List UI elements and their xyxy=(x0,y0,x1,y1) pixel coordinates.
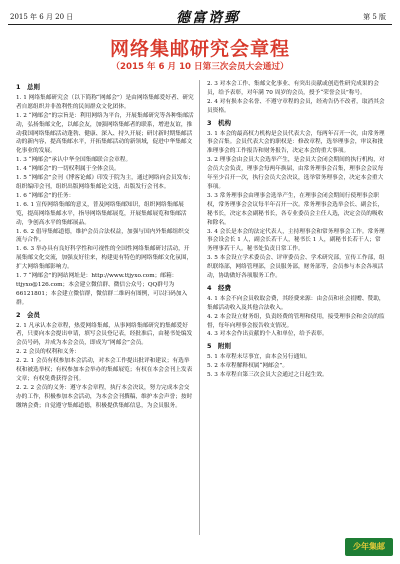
column-divider xyxy=(199,80,200,535)
paragraph: 1. 6. 2 倡导集邮道德，维护会员合法权益，加强与国内外集邮组织交流与合作。 xyxy=(16,228,190,244)
paragraph: 1. 2 “网邮会”的宗旨是：利用网络为平台，开展集邮研究等各种集邮活动，弘扬集邮文化，以邮会友，加强网络集邮者的联系，增进友谊，推动我国网络集邮活动蓬勃、健康、深入、持久开展；研讨新时期集邮活动的新内容，提高集邮水平，开拓集邮活动的新领域，促进中华集邮文化事业的发展。 xyxy=(16,112,194,155)
paragraph: 3. 2 理事会由会员大会选举产生，是会员大会闭会期间的执行机构，对会员大会负责，理事会每两年换届，由常务理事会召集，理事会会议每年至少召开一次，执行会员大会决议，选举常务理事会，决定本会重大事项。 xyxy=(207,157,385,190)
newspaper-masthead: 德富谘郵 xyxy=(176,10,240,26)
paragraph: 1. 1 网络集邮研究会（以下简称“网邮会”）是由网络集邮爱好者、研究者自愿组织并非盈利性的民间群众文化团体。 xyxy=(16,94,194,110)
section-heading: 4 经费 xyxy=(207,283,232,292)
header-rule xyxy=(8,24,392,25)
section-heading: 3 机构 xyxy=(207,118,232,127)
paragraph: 5. 2 本章程解释权属“网邮会”。 xyxy=(207,363,289,370)
article-title: 网络集邮研究会章程 xyxy=(109,38,290,60)
paragraph: 3. 4 会长是本会的法定代表人，主持理事会和常务理事会工作。常务理事会设会长 1 人，副会长若干人，秘书长 1 人，副秘书长若干人；常务理事若干人。秘书处负责日常工作。 xyxy=(207,228,385,253)
left-column xyxy=(16,80,194,411)
paragraph: 3. 5 本会设立学术委员会、评审委员会、学术研究部，宣传工作部，组织联络部，网络管理部，会员服务部，财务部等，会员参与本会各项活动，协助做好各项服务工作。 xyxy=(207,255,385,280)
paragraph: 5. 1 本章程未尽事宜，由本会另行通知。 xyxy=(207,354,311,361)
paragraph: 2. 4 对有损本会名誉、不遵守章程的会员，经劝告仍不改者，取消其会员资格。 xyxy=(207,98,385,114)
paragraph: 4. 3 对本会作出贡献的个人和单位，给予表彰。 xyxy=(207,331,328,338)
paragraph: 5. 3 本章程自第三次会员大会通过之日起生效。 xyxy=(207,372,328,379)
paragraph: 1. 3 “网邮会”承认中华全国集邮联合会章程。 xyxy=(16,157,132,164)
paragraph: 1. 6. 3 举办具有良好科学性和可视性的全国性网络集邮研讨活动，开展集邮文化交流，加强友好往来，构建更有特色的网络集邮文化氛围，扩大网络集邮影响力。 xyxy=(16,246,193,271)
publication-logo: 少年集邮 xyxy=(345,538,393,556)
page-number: 第 5 版 xyxy=(363,13,386,21)
page-header xyxy=(0,0,400,30)
section-heading: 5 附则 xyxy=(207,342,232,351)
paragraph: 2. 2. 1 会员有权参加本会活动，对本会工作提出批评和建议；有选举权和被选举权；有权参加本会举办的集邮展览；有权在本会会刊上发表文章；有权免费获得会刊。 xyxy=(16,358,193,382)
paragraph: 3. 3 常务理事会由理事会选举产生，在理事会闭会期间行使理事会职权，常务理事会会议每半年召开一次。常务理事会选举会长、副会长，秘书长，决定本会副秘书长，各专业委员会主任人选，决定会员的吸收和除名。 xyxy=(207,192,384,226)
paragraph: 1. 7 “网邮会”的网站网址是：http://www.ttjyxo.com；邮箱：ttjyxo@126.com；本会建立微信群、微信公众号；QQ群号为 66121801；本会建立微信群，微信群二维码有图例，可以扫码加入群。 xyxy=(16,273,188,306)
paragraph: 2. 2. 2 会员的义务：遵守本会章程，执行本会决议，努力完成本会交办的工作，积极参加本会活动，为本会会刊撰稿，维护本会声誉；按时缴纳会费；自觉遵守集邮道德，积极提供集邮信息，为会员服务。 xyxy=(16,384,193,409)
paragraph: 1. 6 “网邮会”的任务： xyxy=(16,192,75,199)
paragraph: 2. 3 对本会工作、集邮文化事业、有突出贡献或创造性研究成果的会员，给予表彰，对年满 70 周岁的会员，授予“荣誉会员”称号。 xyxy=(207,81,379,96)
paragraph: 3. 1 本会的最高权力机构是会员代表大会，每两年召开一次，由常务理事会召集。会员代表大会的职权是：修改章程，选举理事会，审议和批准理事会的工作报告和财务报告，决定本会的重大事项。 xyxy=(207,130,385,155)
paragraph: 1. 5 “网邮会”会刊《博客论邮》印发于院为主，通过网络向会员发布；组织编印会刊，组织出版网络集邮论文选，出版发行会刊本。 xyxy=(16,175,194,190)
header-date: 2015 年 6 月 20 日 xyxy=(10,13,74,21)
section-heading: 1 总则 xyxy=(16,83,41,91)
paragraph: 1. 6. 1 宣传网络集邮的意义，普及网络集邮知识，组织网络集邮展览，提高网络集邮水平，指导网络集邮展览，开展集邮展览和集邮活动，争创高水平的集邮展品。 xyxy=(16,201,187,226)
article-subtitle: （2015 年 6 月 10 日第三次会员大会通过） xyxy=(111,62,289,72)
paragraph: 2. 1 凡承认本会章程，热爱网络集邮，从事网络集邮研究的集邮爱好者，只要向本会提出申请，填写会员登记表，经批准后，由秘书处编发会员号码，并成为本会会员，即成为“网邮会”会员。 xyxy=(16,322,193,347)
paragraph: 2. 2 会员的权利和义务： xyxy=(16,349,80,356)
section-heading: 2 会员 xyxy=(16,310,41,319)
paragraph: 4. 1 本会不向会员收取会费，其经费来源：由会员和社会捐赠、赞助，集邮活动收入及其他合法收入。 xyxy=(207,295,385,311)
right-column xyxy=(207,80,385,380)
paragraph: 1. 4 “网邮会”的一切权利属于全体会员。 xyxy=(16,166,120,173)
paragraph: 4. 2 本会设立财务组，负责经费的管理和使用，接受理事会和会员的监督，每年向理事会报告收支情况。 xyxy=(207,313,385,329)
